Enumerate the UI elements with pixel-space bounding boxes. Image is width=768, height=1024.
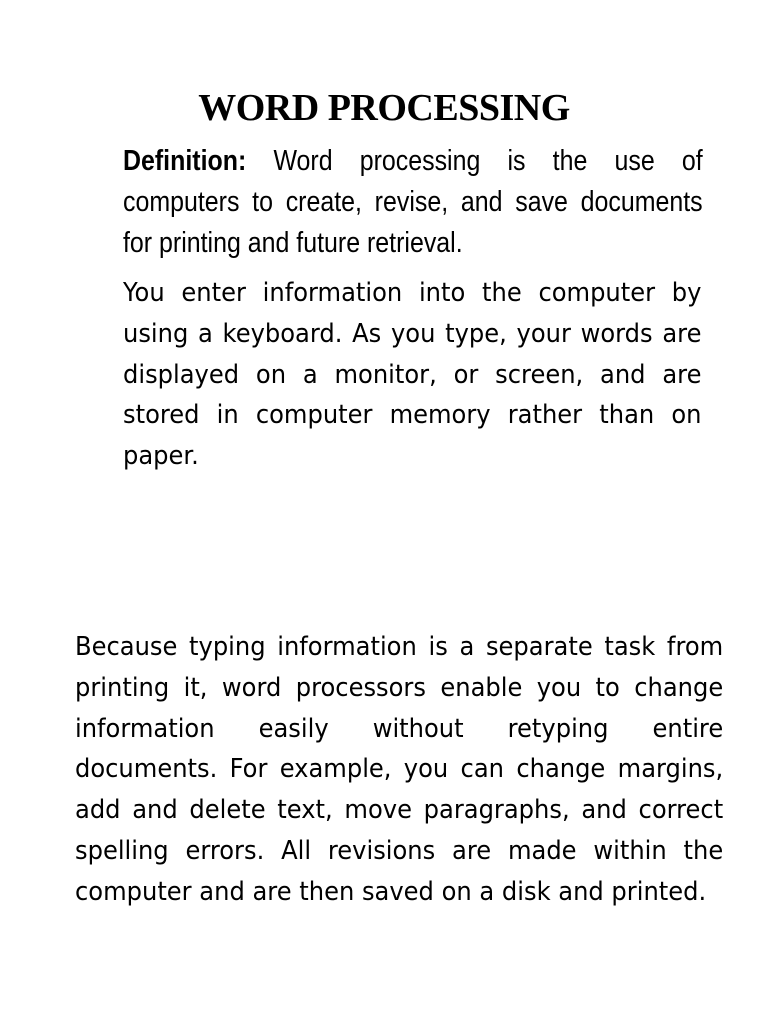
definition-label: Definition: [123,145,247,177]
definition-text: Word processing is the use of computers to create, revise, and save documents for printing and future retrieval. [123,145,703,259]
page-title: WORD PROCESSING [198,87,570,129]
body-paragraph-editing: Because typing information is a separate task from printing it, word processors enable you to change information easily without retyping entire documents. For example, you can change margins, add and delete text, move paragraphs, and correct spelling errors. All revisions are made within the computer and are then saved on a disk and printed. [75,632,724,907]
body-paragraph-input: You enter information into the computer by using a keyboard. As you type, your words are displayed on a monitor, or screen, and are stored in computer memory rather than on paper. [123,278,702,472]
definition-paragraph [123,141,703,264]
